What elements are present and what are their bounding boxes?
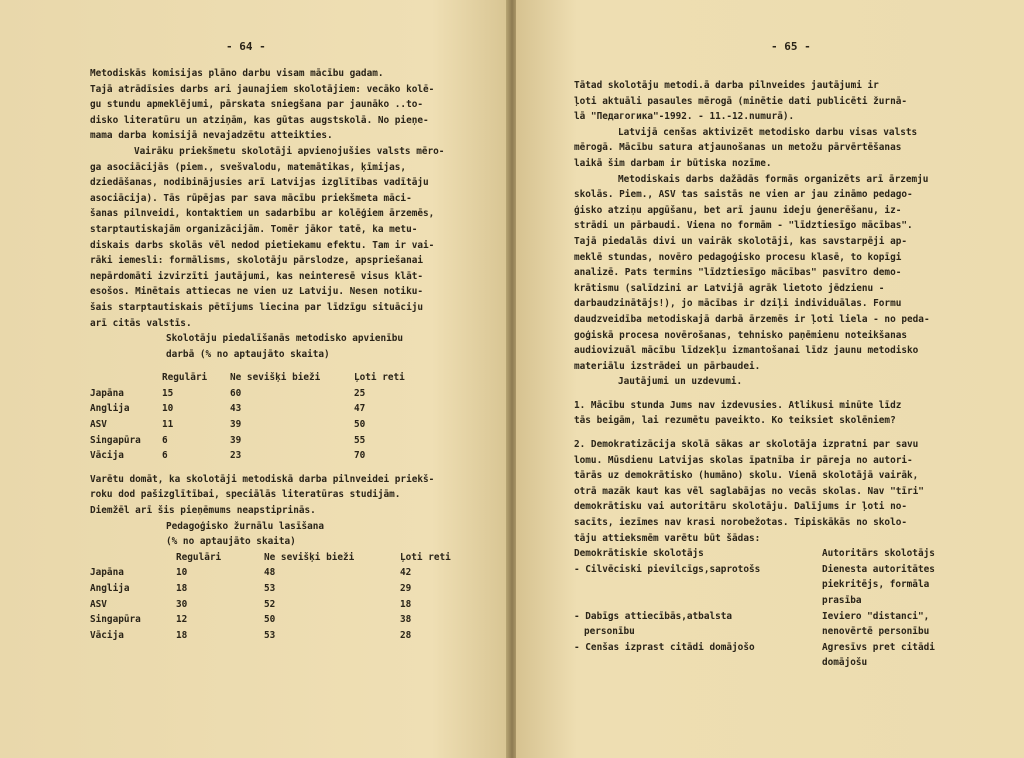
latvia-paragraph <box>574 125 974 172</box>
text-line: dziedāšanas, nodibinājusies arī Latvijas izglītības vadītāju <box>90 177 429 189</box>
table-cell: Vācija <box>90 629 124 641</box>
self-education-paragraph <box>90 472 480 519</box>
table-cell: 47 <box>354 403 366 415</box>
comparison-row <box>574 640 974 671</box>
text-line: analizē. Pats termins "līdztiesīgo mācības" pasvītro demo- <box>574 267 902 279</box>
text-line: daudzveidība metodiskajā darbā ārzemēs ir ļoti liela - no peda- <box>574 313 930 325</box>
text-line: tās beigām, lai rezumētu paveikto. Ko teiksiet skolēniem? <box>574 415 896 427</box>
text-line: Metodiskais darbs dažādās formās organizēts arī ārzemju <box>618 173 929 185</box>
text-line: audiovizuāl mācību līdzekļu izmantošanai līdz jaunu metodisko <box>574 345 919 357</box>
text-line: strādi un pārbaudi. Viena no formām - "līdztiesīgo mācības". <box>574 220 913 232</box>
table-cell: Vācija <box>90 450 124 462</box>
comparison-left-line: - Cenšas izprast citādi domājošo <box>574 641 755 653</box>
page-number-65: - 65 - <box>771 40 811 53</box>
table-cell: 11 <box>162 419 174 431</box>
table-cell: 39 <box>230 419 242 431</box>
text-line: šanas pilnveidi, kontaktiem un sadarbību ar kolēģiem ārzemēs, <box>90 208 435 220</box>
text-line: Tajā atrādīsies darbs ari jaunajiem skolotājiem: vecāko kolē- <box>90 83 435 95</box>
table-header-row <box>90 370 434 386</box>
table-cell: 52 <box>264 598 276 610</box>
table-cell: ASV <box>90 419 107 431</box>
text-line: ga asociācijās (piem., svešvalodu, matemātikas, ķīmijas, <box>90 161 407 173</box>
text-line: arī citās valstīs. <box>90 317 192 329</box>
comparison-left-line: - Cilvēciski pievilcīgs,saprotošs <box>574 563 761 575</box>
table-row <box>90 448 434 464</box>
table-cell: 18 <box>400 598 412 610</box>
table-cell: 30 <box>176 598 188 610</box>
text-line: mērogā. Mācību satura atjaunošanas un metožu pārvērtēšanas <box>574 142 902 154</box>
table-row <box>90 417 434 433</box>
text-line: laikā šim darbam ir būtiska nozīme. <box>574 157 772 169</box>
text-line: rāki iemesli: formālisms, skolotāju pārslodze, apspriešanai <box>90 255 424 267</box>
table-cell: 43 <box>230 403 242 415</box>
text-line: starptautiskajām organizācijām. Tomēr jākor tatē, ka metu- <box>90 223 418 235</box>
table-cell: 29 <box>400 583 412 594</box>
table-header-row <box>90 550 470 566</box>
table-row <box>90 597 470 613</box>
text-line: otrā mazāk kaut kas vēl saglabājas no vecās skolas. Nav "tīri" <box>574 485 924 497</box>
table-row <box>90 628 470 644</box>
comparison-row <box>574 562 974 609</box>
text-line: esošos. Minētais attiecas ne vien uz Latviju. Nesen notiku- <box>90 286 424 298</box>
table-header-cell <box>90 370 162 386</box>
text-line: ģisko atziņu apgūšanu, bet arī jaunu ideju ģenerēšanu, iz- <box>574 204 902 216</box>
table2-caption: Pedagoģisko žurnālu lasīšana <box>166 520 325 532</box>
table-header-cell: Regulāri <box>176 551 222 563</box>
comparison-right-line: domājošu <box>822 657 868 669</box>
right-page-body <box>574 78 974 671</box>
table-cell: Singapūra <box>90 434 141 446</box>
table-cell: 15 <box>162 387 174 399</box>
table-cell: 38 <box>400 614 412 626</box>
table-row <box>90 433 434 449</box>
table-cell: 42 <box>400 567 412 579</box>
table-row <box>90 386 434 402</box>
table-cell: Japāna <box>90 387 124 399</box>
table-row <box>90 612 470 628</box>
comparison-right-line: Dienesta autoritātes <box>822 563 935 575</box>
table-cell: 70 <box>354 450 366 462</box>
table-header-cell: Ļoti reti <box>400 551 451 563</box>
table2-caption: (% no aptaujāto skaita) <box>166 536 296 548</box>
comparison-right-line: Ieviero "distanci", <box>822 610 930 622</box>
question-1 <box>574 398 974 429</box>
text-line: Varētu domāt, ka skolotāji metodiskā darba pilnveidei priekš- <box>90 473 435 485</box>
comparison-right-line: Agresīvs pret citādi <box>822 641 935 653</box>
text-line: Diemžēl arī šis pieņēmums neapstiprinās. <box>90 505 316 517</box>
table-cell: 10 <box>176 567 188 579</box>
table-cell: 48 <box>264 567 276 579</box>
table1-caption: darbā (% no aptaujāto skaita) <box>166 348 330 360</box>
comparison-right-line: piekritējs, formāla <box>822 579 930 591</box>
text-line: Latvijā cenšas aktivizēt metodisko darbu visas valsts <box>618 126 918 138</box>
text-line: skolās. Piem., ASV tas saistās ne vien ar jau zināmo pedago- <box>574 189 913 201</box>
text-line: asociācija). Tās rūpējas par sava mācību priekšmeta māci- <box>90 192 412 204</box>
table-cell: 25 <box>354 387 366 399</box>
text-line: sacīts, iezīmes nav krasi norobežotas. Tipiskākās no skolo- <box>574 517 908 529</box>
text-line: roku dod pašizglītībai, speciālās literatūras studijām. <box>90 489 401 501</box>
table2-journal-reading <box>90 550 470 644</box>
text-line: mama darba komisijā nevajadzētu atteikties. <box>90 130 333 142</box>
comparison-left-line: - Dabīgs attiecībās,atbalsta <box>574 610 733 622</box>
abroad-paragraph <box>574 172 974 375</box>
text-line: darbaudzinātājs!), jo mācības ir dziļi individuālas. Formu <box>574 298 902 310</box>
text-line: krātismu (salīdzini ar Latvijā agrāk lietoto jēdzienu - <box>574 282 885 294</box>
table-cell: 23 <box>230 450 242 462</box>
text-line: diskais darbs skolās vēl nedod pietiekamu efektu. Tam ir vai- <box>90 239 435 251</box>
table1-caption: Skolotāju piedalīšanās metodisko apvienību <box>166 333 404 345</box>
table-cell: 50 <box>354 419 366 431</box>
table-cell: 50 <box>264 614 276 626</box>
table-row <box>90 565 470 581</box>
table-header-cell: Regulāri <box>162 372 208 384</box>
table-header-cell: Ne sevišķi bieži <box>230 372 321 384</box>
summary-paragraph <box>574 78 974 125</box>
table-cell: 18 <box>176 629 188 641</box>
table-cell: 53 <box>264 583 276 594</box>
comparison-row <box>574 609 974 640</box>
text-line: Metodiskās komisijas plāno darbu visam mācību gadam. <box>90 68 384 79</box>
authoritarian-heading: Autoritārs skolotājs <box>822 548 935 560</box>
table-row <box>90 401 434 417</box>
text-line: goģiskā procesa novērošanas, tehnisko paņēmienu noteikšanas <box>574 329 908 341</box>
question-2 <box>574 437 974 546</box>
table-cell: Singapūra <box>90 614 141 626</box>
intro-paragraph <box>90 66 480 144</box>
table-cell: 6 <box>162 434 168 446</box>
table-header-cell: Ļoti reti <box>354 372 405 384</box>
table1-methodical-participation <box>90 370 434 464</box>
table-cell: Anglija <box>90 583 130 594</box>
text-line: lā "Педагогика"-1992. - 11.-12.numurā). <box>574 111 795 123</box>
table-cell: 18 <box>176 583 188 594</box>
text-line: disko literatūru un atziņām, kas gūtas augstskolā. No pieņe- <box>90 114 429 126</box>
teacher-comparison <box>574 546 974 671</box>
text-line: tāju attieksmēm varētu būt šādas: <box>574 532 761 544</box>
table-header-cell <box>90 550 176 566</box>
table-cell: 10 <box>162 403 174 415</box>
text-line: materiālu izstrādei un pārbaudei. <box>574 360 761 372</box>
left-page-body <box>90 66 480 643</box>
table-cell: 39 <box>230 434 242 446</box>
text-line: šais starptautiskais pētījums liecina par līdzīgu situāciju <box>90 301 424 313</box>
table-cell: Japāna <box>90 567 124 579</box>
section-heading: Jautājumi un uzdevumi. <box>618 376 743 388</box>
democratic-heading: Demokrātiskie skolotājs <box>574 548 704 560</box>
table-cell: 12 <box>176 614 188 626</box>
table-cell: Anglija <box>90 403 130 415</box>
left-page <box>0 0 508 758</box>
text-line: 2. Demokratizācija skolā sākas ar skolotāja izpratni par savu <box>574 439 919 451</box>
table-cell: 6 <box>162 450 168 462</box>
table-cell: 55 <box>354 434 366 446</box>
text-line: 1. Mācību stunda Jums nav izdevusies. Atlikusi minūte līdz <box>574 399 902 411</box>
table-cell: 53 <box>264 629 276 641</box>
table-row <box>90 581 470 597</box>
text-line: Tajā piedalās divi un vairāk skolotāji, kas savstarpēji ap- <box>574 235 908 247</box>
comparison-header <box>574 546 974 562</box>
text-line: gu stundu apmeklējumi, pārskata sniegšana par jaunāko ..to- <box>90 99 424 111</box>
right-page <box>516 0 1024 758</box>
text-line: demokrātisku vai autoritāru skolotāju. Dalījums ir ļoti no- <box>574 501 908 513</box>
text-line: Vairāku priekšmetu skolotāji apvienojušies valsts mēro- <box>134 145 445 157</box>
table-header-cell: Ne sevišķi bieži <box>264 551 355 563</box>
associations-paragraph <box>90 144 480 331</box>
table-cell: 60 <box>230 387 242 399</box>
comparison-right-line: nenovērtē personību <box>822 626 930 638</box>
text-line: ļoti aktuāli pasaules mērogā (minētie dati publicēti žurnā- <box>574 95 908 107</box>
comparison-left-line: personību <box>584 626 635 638</box>
text-line: tārās uz demokrātisko (humāno) skolu. Vienā skolotājā vairāk, <box>574 470 919 482</box>
table-cell: 28 <box>400 629 412 641</box>
table-cell: ASV <box>90 598 107 610</box>
text-line: meklē stundas, novēro pedagoģisko procesu klasē, to kopīgi <box>574 251 902 263</box>
text-line: nepārdomāti izvirzīti jautājumi, kas neinteresē visus klāt- <box>90 270 424 282</box>
text-line: Tātad skolotāju metodi.ā darba pilnveides jautājumi ir <box>574 80 879 91</box>
page-number-64: - 64 - <box>226 40 266 53</box>
text-line: lomu. Mūsdienu Latvijas skolas īpatnība ir pāreja no autori- <box>574 454 913 466</box>
comparison-right-line: prasība <box>822 595 862 606</box>
